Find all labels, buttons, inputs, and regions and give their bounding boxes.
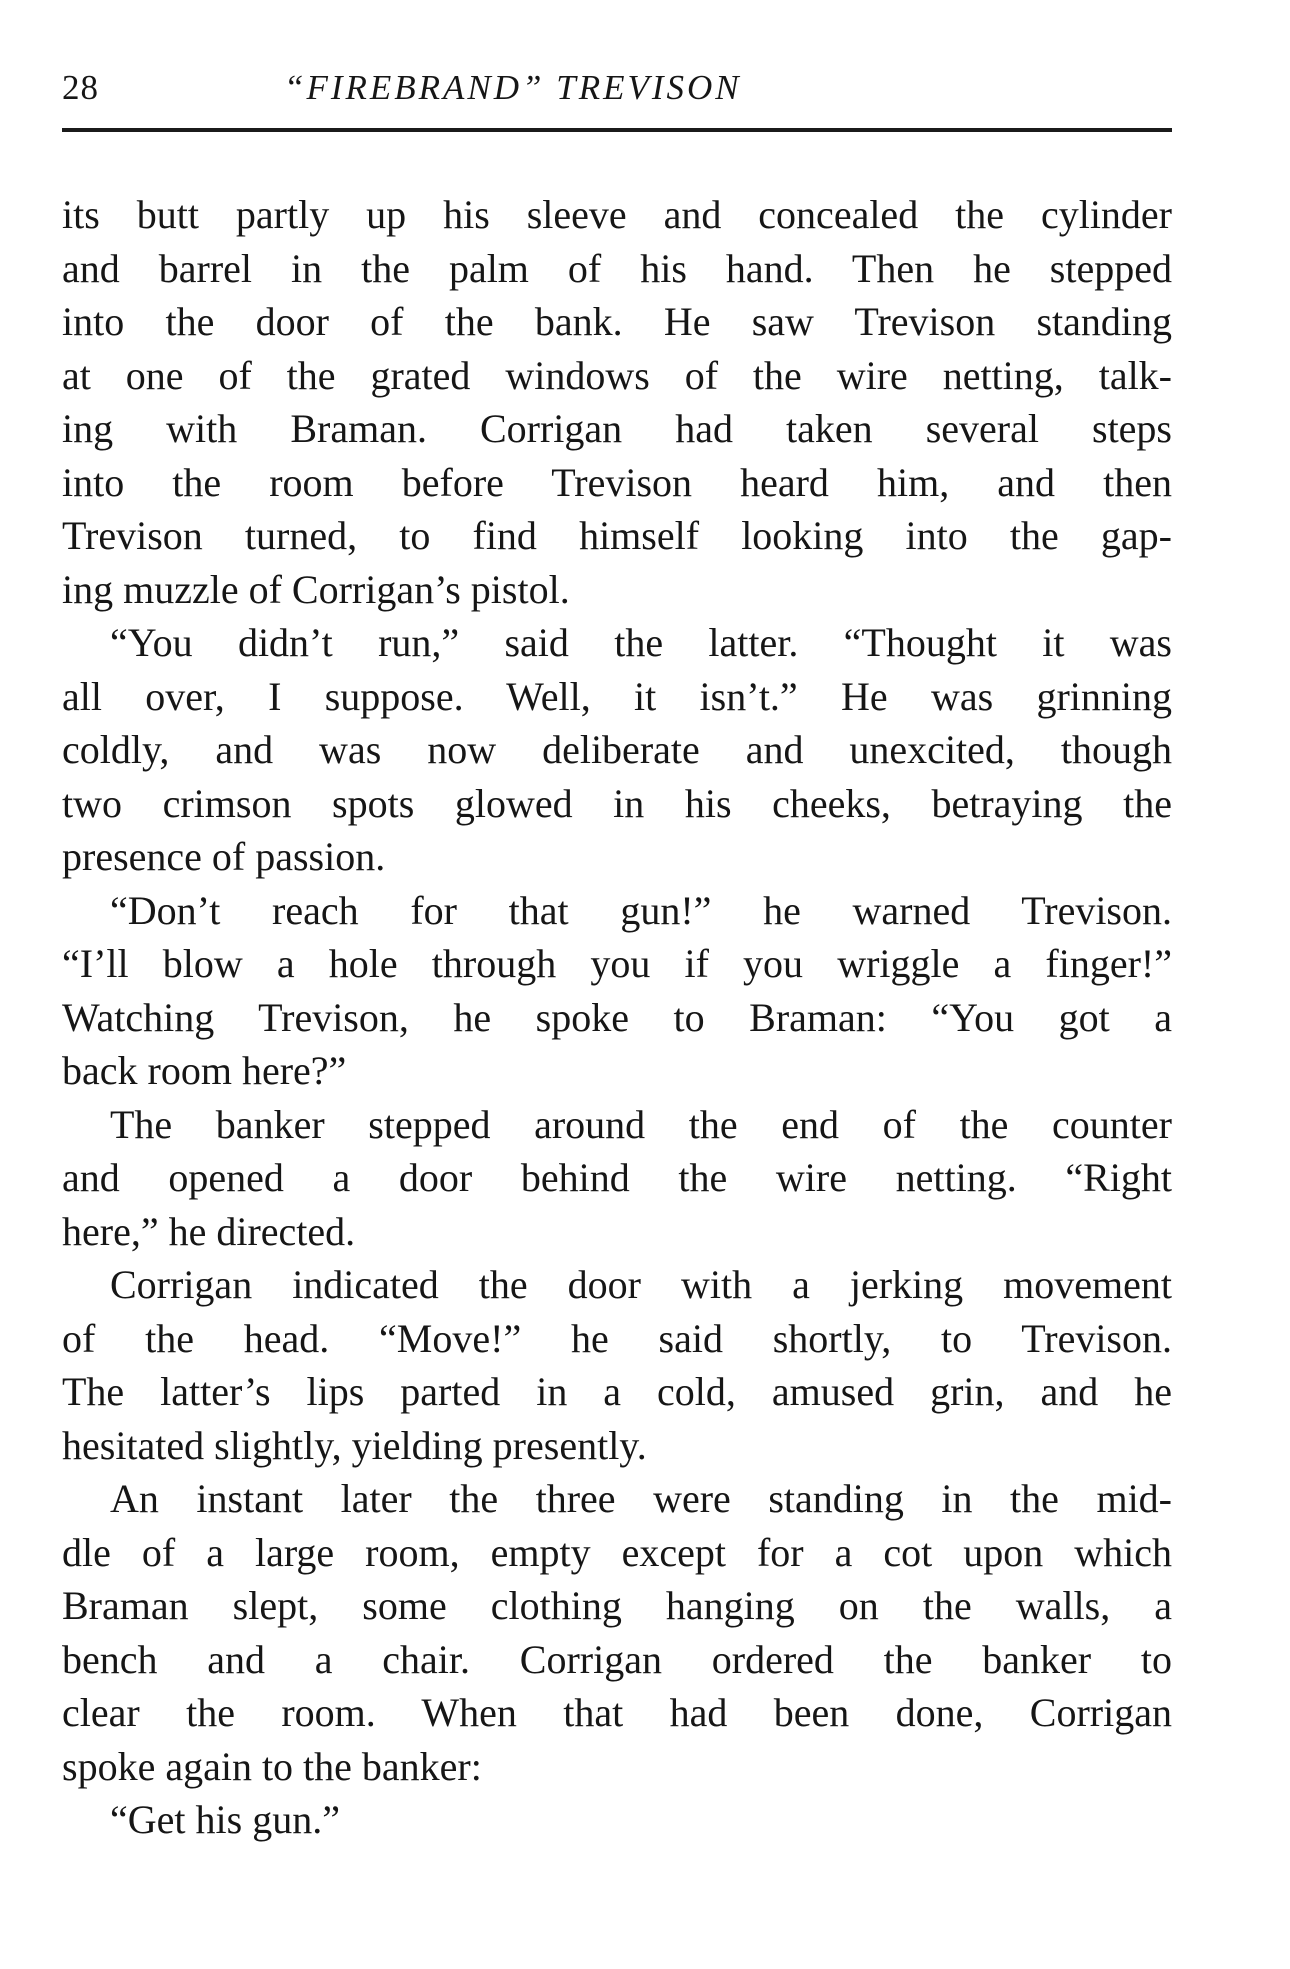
text-line: presence of passion. <box>62 834 386 879</box>
text-line: The banker stepped around the end of the counter <box>110 1101 1172 1147</box>
body-text <box>62 188 1172 1847</box>
text-line: all over, I suppose. Well, it isn’t.” He was grinning <box>62 673 1172 719</box>
text-line: two crimson spots glowed in his cheeks, betraying the <box>62 780 1172 826</box>
text-line: at one of the grated windows of the wire netting, talk- <box>62 352 1172 398</box>
page-header <box>62 62 1172 118</box>
text-line: dle of a large room, empty except for a cot upon which <box>62 1529 1172 1575</box>
text-line: here,” he directed. <box>62 1208 356 1254</box>
text-line: “I’ll blow a hole through you if you wriggle a finger!” <box>62 941 1172 986</box>
header-rule <box>62 128 1172 132</box>
text-line: An instant later the three were standing in the mid- <box>110 1476 1172 1521</box>
text-line: hesitated slightly, yielding presently. <box>62 1422 647 1468</box>
text-line: Braman slept, some clothing hanging on the walls, a <box>62 1583 1172 1628</box>
running-title: “FIREBRAND” TREVISON <box>284 68 742 107</box>
text-line: coldly, and was now deliberate and unexcited, though <box>62 727 1172 772</box>
text-line: ing with Braman. Corrigan had taken several steps <box>62 406 1172 451</box>
text-line: “You didn’t run,” said the latter. “Thought it was <box>110 620 1172 665</box>
text-line: Corrigan indicated the door with a jerking movement <box>110 1262 1172 1307</box>
text-line: bench and a chair. Corrigan ordered the banker to <box>62 1636 1172 1682</box>
page-number: 28 <box>62 68 99 107</box>
text-line: and opened a door behind the wire netting. “Right <box>62 1155 1172 1200</box>
text-line: clear the room. When that had been done, Corrigan <box>62 1690 1172 1735</box>
text-line: and barrel in the palm of his hand. Then he stepped <box>62 245 1172 291</box>
text-line: its butt partly up his sleeve and concealed the cylinder <box>62 192 1172 237</box>
text-line: of the head. “Move!” he said shortly, to Trevison. <box>62 1315 1172 1361</box>
text-line: spoke again to the banker: <box>62 1743 482 1789</box>
text-line: into the room before Trevison heard him, and then <box>62 459 1172 505</box>
text-line: “Get his gun.” <box>110 1797 340 1842</box>
text-line: Trevison turned, to find himself looking into the gap- <box>62 513 1172 558</box>
text-line: Watching Trevison, he spoke to Braman: “You got a <box>62 994 1172 1040</box>
text-line: into the door of the bank. He saw Trevison standing <box>62 299 1172 344</box>
text-line: The latter’s lips parted in a cold, amused grin, and he <box>62 1369 1172 1414</box>
text-line: back room here?” <box>62 1048 347 1093</box>
text-line: “Don’t reach for that gun!” he warned Trevison. <box>110 887 1172 933</box>
text-line: ing muzzle of Corrigan’s pistol. <box>62 566 570 612</box>
